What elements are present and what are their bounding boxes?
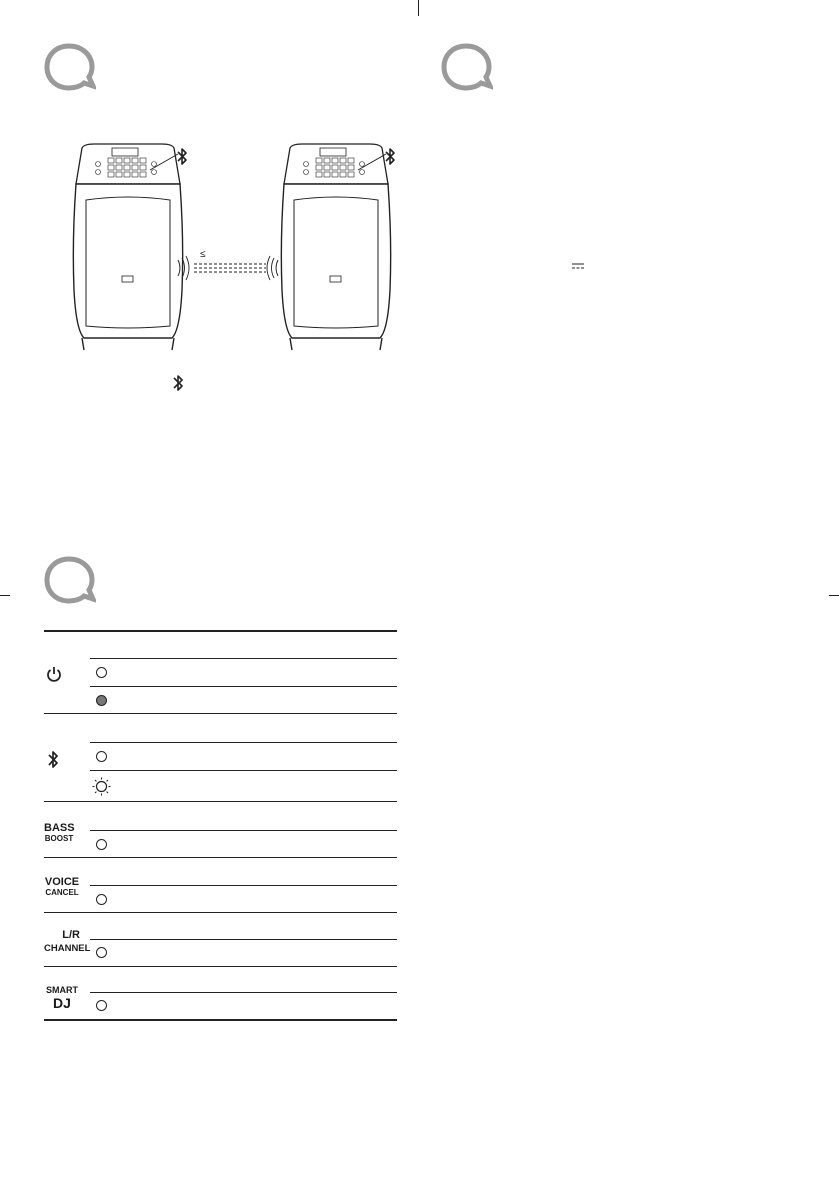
voice-cancel-button-label (44, 877, 80, 897)
table-rule (90, 686, 397, 687)
speaker-pairing-illustration (70, 140, 410, 356)
table-rule (90, 742, 397, 743)
smart-dj-button-label (44, 985, 80, 1010)
table-rule (44, 713, 397, 714)
table-rule (44, 630, 397, 632)
crop-mark (0, 595, 10, 596)
table-rule (90, 992, 397, 993)
table-rule (90, 770, 397, 771)
led-off-indicator (96, 1000, 107, 1011)
speech-bubble-icon (44, 43, 96, 91)
table-rule (44, 912, 397, 913)
table-rule (44, 857, 397, 858)
lr-channel-button-label (44, 930, 90, 954)
led-on-indicator (96, 695, 107, 706)
led-off-indicator (96, 751, 107, 762)
led-off-indicator (96, 839, 107, 850)
crop-mark (829, 595, 839, 596)
led-off-indicator (96, 667, 107, 678)
label-bottom: CHANNEL (44, 943, 91, 954)
dc-current-icon (572, 262, 584, 270)
speech-bubble-icon (44, 556, 96, 604)
led-off-indicator (96, 947, 107, 958)
svg-text:≤: ≤ (200, 249, 206, 260)
led-flashing-icon (92, 777, 111, 796)
bluetooth-icon (172, 374, 184, 392)
bass-boost-button-label (44, 823, 74, 843)
table-rule (90, 830, 397, 831)
table-rule (44, 801, 397, 802)
table-rule (44, 1019, 397, 1021)
label-bottom: DJ (53, 995, 71, 1011)
crop-mark (418, 0, 419, 16)
label-bottom: CANCEL (45, 888, 79, 897)
bluetooth-icon (47, 750, 59, 770)
table-rule (90, 885, 397, 886)
label-top: SMART (46, 985, 78, 995)
table-rule (90, 658, 397, 659)
led-off-indicator (96, 894, 107, 905)
power-icon (46, 665, 62, 683)
label-top: L/R (62, 929, 80, 941)
label-bottom: BOOST (44, 834, 74, 843)
label-top: VOICE (44, 876, 80, 888)
table-rule (44, 966, 397, 967)
table-rule (90, 939, 397, 940)
label-top: BASS (44, 822, 75, 834)
speech-bubble-icon (441, 43, 493, 91)
